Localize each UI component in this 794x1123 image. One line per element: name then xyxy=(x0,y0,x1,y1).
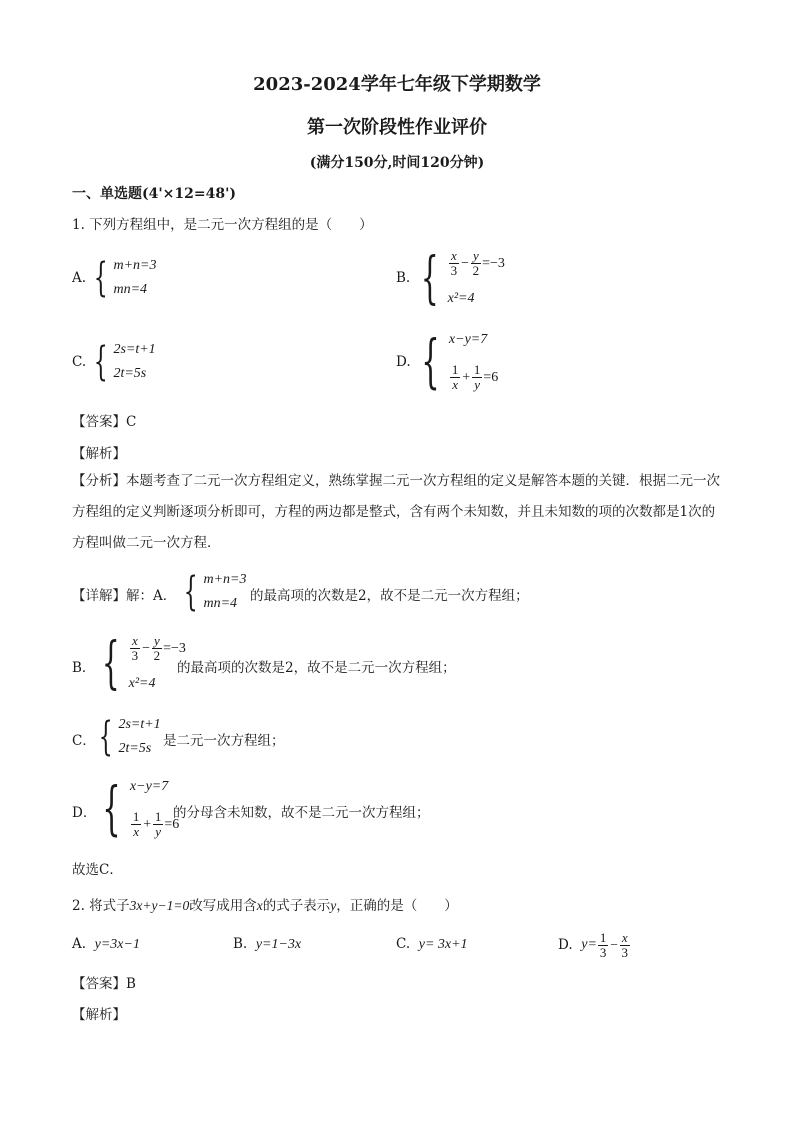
detail-b-eq1-tail: =−3 xyxy=(163,640,186,656)
q1-a-eq1: m+n=3 xyxy=(113,258,157,273)
q1-detail-b-text: 的最高项的次数是2，故不是二元一次方程组； xyxy=(177,660,456,676)
detail-d-eq1: x−y=7 xyxy=(129,779,169,794)
page-subtitle-title: 第一次阶段性作业评价 xyxy=(307,117,487,138)
q2-option-c-label: C. xyxy=(396,936,411,952)
q2-stem-prefix: 2. 将式子 xyxy=(72,898,130,914)
detail-b-eq1: $\frac{x}{3}$ − $\frac{y}{2}$ =−3 xyxy=(131,633,186,663)
q1-c-eq2: 2t=5s xyxy=(113,366,147,381)
detail-c-eq1: 2s=t+1 xyxy=(118,717,161,732)
q2-analysis-tag: 【解析】 xyxy=(72,1007,126,1023)
q1-c-eq1: 2s=t+1 xyxy=(113,342,156,357)
brace-icon: { xyxy=(421,327,440,395)
q2-option-d-label: D. xyxy=(558,937,573,953)
detail-c-eq2: 2t=5s xyxy=(118,741,152,756)
detail-a-eq1: m+n=3 xyxy=(203,572,247,587)
detail-d-eq2-tail: =6 xyxy=(164,816,180,832)
q2-option-b-label: B. xyxy=(233,936,248,952)
answer-tag: 【答案】 xyxy=(72,414,126,430)
q1-detail-d-text: 的分母含未知数，故不是二元一次方程组； xyxy=(173,805,430,821)
q1-d-eq2-tail: =6 xyxy=(483,369,499,385)
q2-stem-mid: 改写成用含 xyxy=(189,898,257,914)
q1-d-eq2: $\frac{1}{x}$ + $\frac{1}{y}$ =6 xyxy=(451,362,499,392)
question-1-stem: 1. 下列方程组中，是二元一次方程组的是（ ） xyxy=(72,217,373,233)
q1-analysis-tag: 【解析】 xyxy=(72,446,126,462)
detail-a-eq2: mn=4 xyxy=(203,596,238,611)
detail-b-eq2: x²=4 xyxy=(128,676,156,691)
q1-option-a-label: A. xyxy=(72,270,87,286)
answer-tag: 【答案】 xyxy=(72,976,126,992)
brace-icon: { xyxy=(102,774,121,842)
q2-option-b xyxy=(233,936,301,953)
q1-a-eq2: mn=4 xyxy=(113,282,148,297)
q1-fenxi-paragraph xyxy=(72,466,724,559)
q1-detail-c-system xyxy=(93,713,161,761)
detail-d-eq2: $\frac{1}{x}$ + $\frac{1}{y}$ =6 xyxy=(132,809,180,839)
q2-option-a-label: A. xyxy=(72,936,87,952)
question-2-stem xyxy=(72,894,458,914)
q1-answer-line xyxy=(72,410,136,430)
brace-icon: { xyxy=(183,569,198,615)
q1-conclusion: 故选C． xyxy=(72,862,123,878)
q2-option-d: D. y= $\frac{1}{3}$ − $\frac{x}{3}$ xyxy=(558,929,629,960)
score-time-note: (满分150分,时间120分钟) xyxy=(309,155,485,171)
q1-d-eq1: x−y=7 xyxy=(448,332,488,347)
q1-detail-a-text: 的最高项的次数是2，故不是二元一次方程组； xyxy=(250,588,529,604)
q1-detail-b-prefix: B． xyxy=(72,660,96,676)
q1-option-b-system xyxy=(412,247,505,311)
q1-answer: C xyxy=(126,414,137,430)
section-heading: 一、单选题(4'×12=48') xyxy=(72,186,236,202)
q1-detail-d-system xyxy=(93,775,179,841)
q1-b-eq1: $\frac{x}{3}$ − $\frac{y}{2}$ =−3 xyxy=(450,248,505,278)
q1-detail-b-system xyxy=(93,632,186,696)
q2-stem-mid2: 的式子表示 xyxy=(262,898,331,914)
q1-option-d-label: D. xyxy=(396,354,411,370)
q2-option-c xyxy=(396,936,468,953)
q1-option-b-label: B. xyxy=(396,270,411,286)
q2-stem-suffix: ，正确的是（ ） xyxy=(336,898,458,914)
q1-detail-d-prefix: D． xyxy=(72,805,97,821)
fenxi-tag: 【分析】 xyxy=(72,473,126,489)
q1-option-a-system xyxy=(88,254,156,302)
brace-icon: { xyxy=(93,339,108,385)
brace-icon: { xyxy=(101,631,120,696)
q2-option-b-expr: y=1−3x xyxy=(255,937,302,952)
q1-option-c-label: C. xyxy=(72,354,87,370)
detail-prefix: 解：A． xyxy=(126,588,177,604)
detail-tag: 【详解】 xyxy=(72,588,126,604)
q1-detail-a-prefix xyxy=(72,584,176,604)
brace-icon: { xyxy=(420,246,439,311)
q1-detail-c-prefix: C． xyxy=(72,733,96,749)
brace-icon: { xyxy=(98,714,113,760)
q1-detail-c-text: 是二元一次方程组； xyxy=(163,733,285,749)
q1-option-d-system xyxy=(412,328,498,394)
brace-icon: { xyxy=(93,255,108,301)
q2-answer: B xyxy=(126,976,136,992)
q2-stem-expr: 3x+y−1=0 xyxy=(129,898,190,913)
q1-option-c-system xyxy=(88,338,156,386)
q1-b-eq2: x²=4 xyxy=(447,291,475,306)
q2-option-a xyxy=(72,936,140,953)
q1-b-eq1-tail: =−3 xyxy=(482,255,505,271)
q2-option-a-expr: y=3x−1 xyxy=(94,937,140,952)
q2-option-d-expr-prefix: y= xyxy=(581,937,597,952)
q2-option-c-expr: y= 3x+1 xyxy=(418,937,468,952)
page-title: 2023-2024学年七年级下学期数学 xyxy=(253,74,541,95)
q2-stem-var2: y xyxy=(330,898,337,913)
fenxi-text: 本题考查了二元一次方程组定义，熟练掌握二元一次方程组的定义是解答本题的关键．根据二元一次方程组的定义判断逐项分析即可，方程的两边都是整式，含有两个未知数，并且未知数的项的次数都是1次的方程叫做二元一次方程． xyxy=(72,473,720,551)
q2-answer-line xyxy=(72,972,136,992)
q2-stem-var: x xyxy=(256,898,263,913)
q1-detail-a-system xyxy=(178,568,246,616)
